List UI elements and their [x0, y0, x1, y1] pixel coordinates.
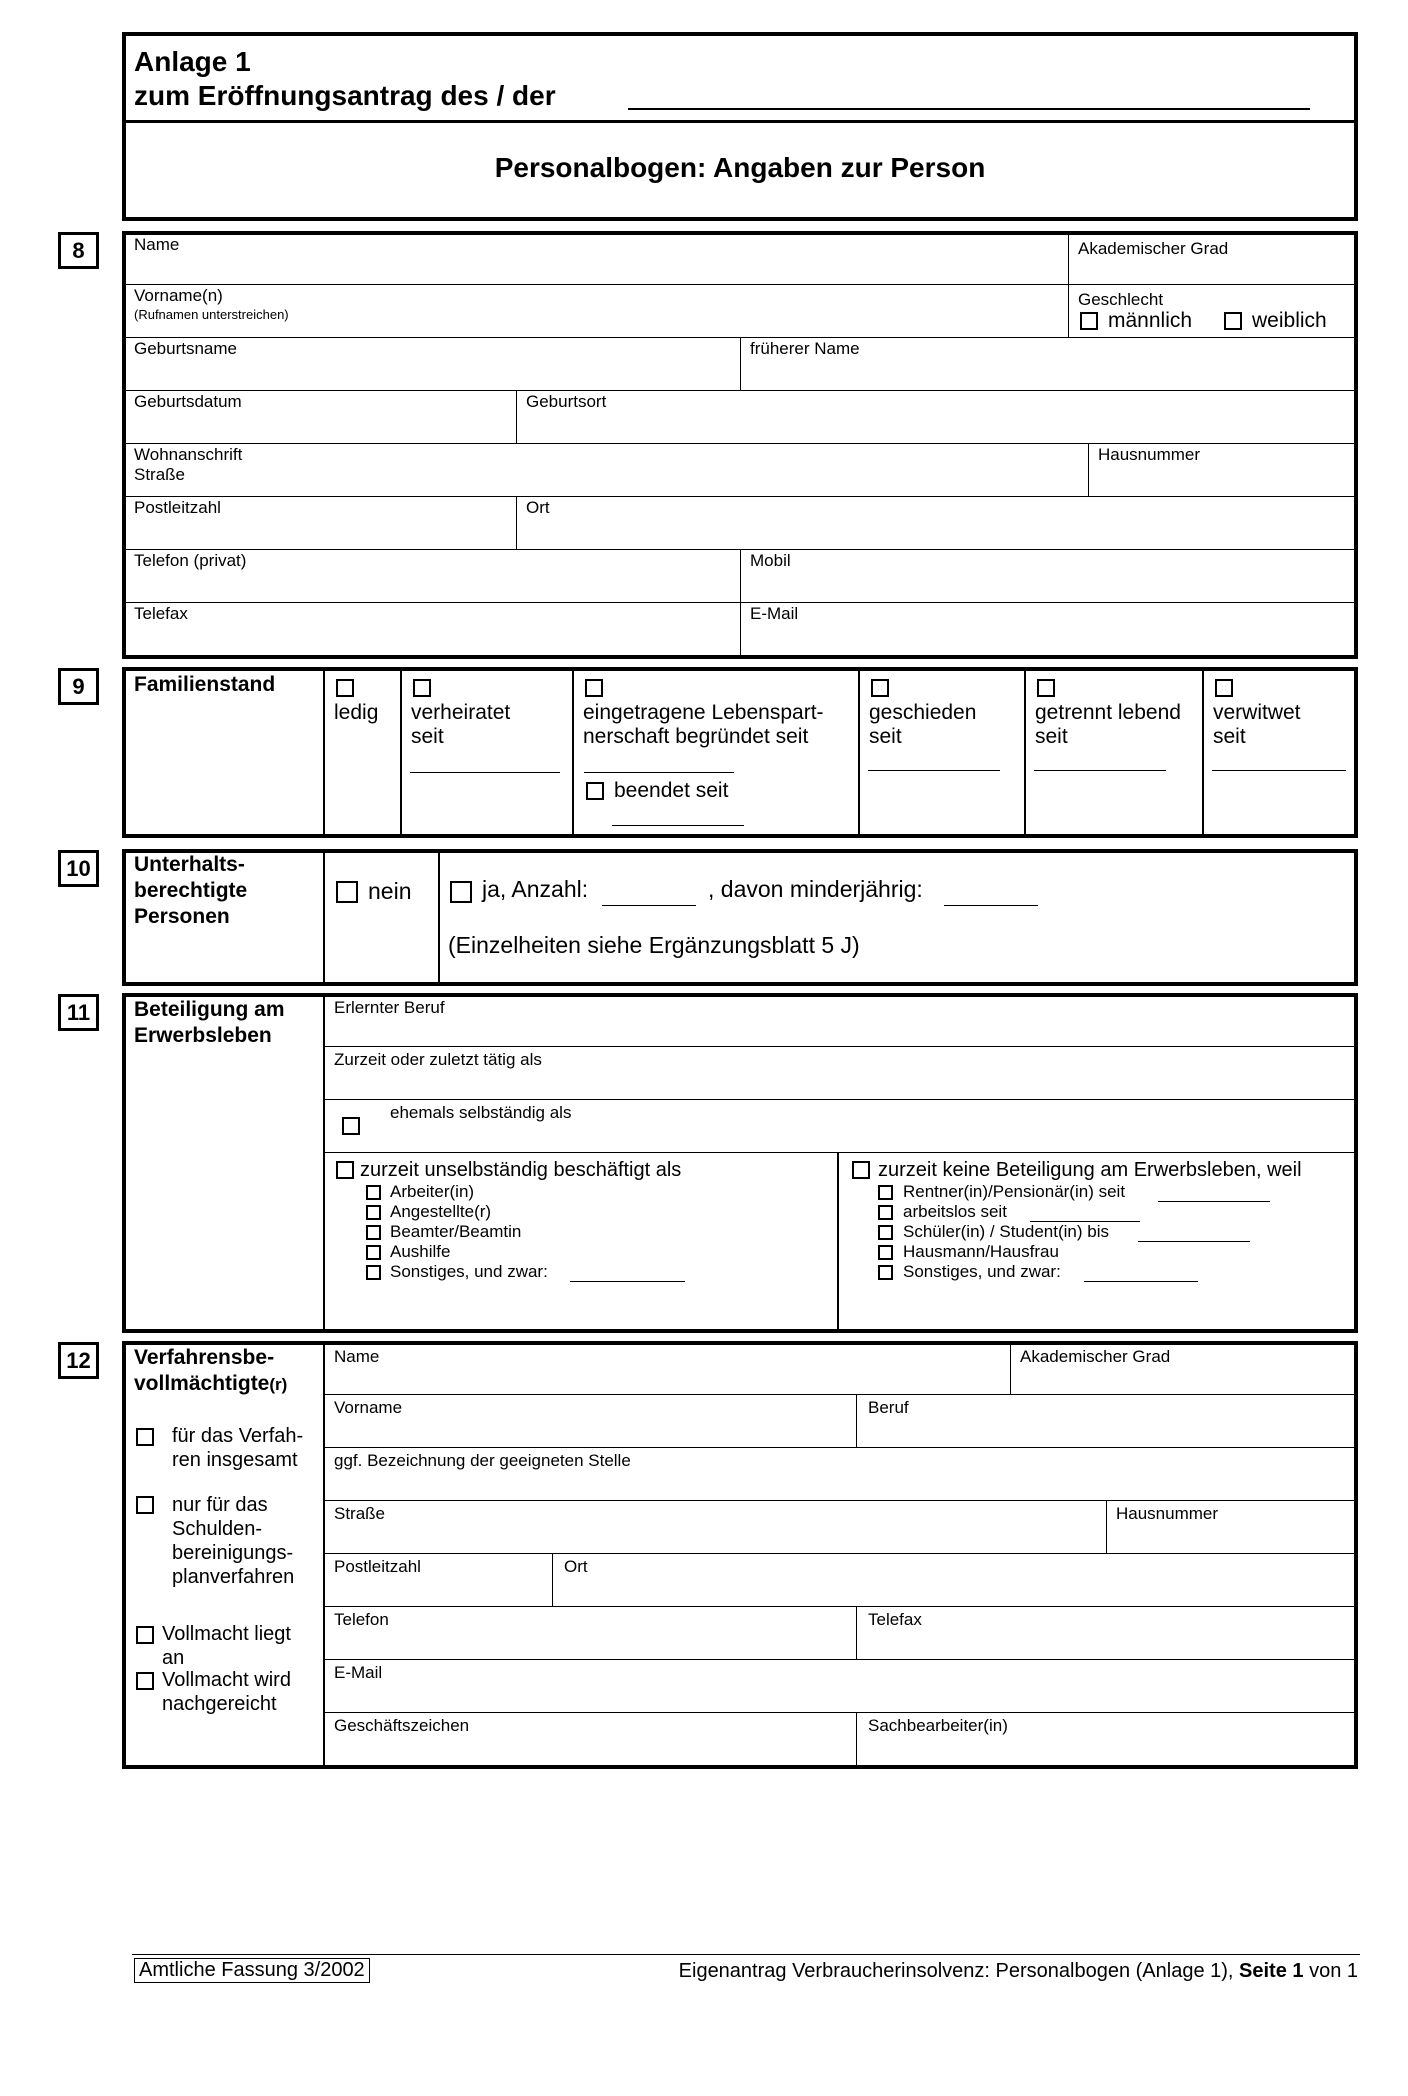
s12-stelle-label: ggf. Bezeichnung der geeigneten Stelle [334, 1451, 631, 1470]
s12-opt1b: ren insgesamt [172, 1449, 298, 1471]
s8-geburtsname-label: Geburtsname [134, 339, 237, 358]
s10-title-2: berechtigte [134, 879, 248, 902]
lp-beendet-date-line[interactable] [612, 825, 744, 826]
verwitwet-date-line[interactable] [1212, 770, 1346, 771]
checkbox-vollmacht-nachgereicht[interactable] [136, 1672, 154, 1690]
s11-keine-label: zurzeit keine Beteiligung am Erwerbsleben, weil [878, 1159, 1302, 1181]
s8-geschlecht-label: Geschlecht [1078, 290, 1164, 309]
checkbox-lebenspartnerschaft[interactable] [585, 679, 603, 697]
s11-left-item-1: Angestellte(r) [390, 1202, 492, 1221]
checkbox-sonstiges-left[interactable] [366, 1265, 381, 1280]
footer-rule [132, 1954, 1360, 1955]
checkbox-unselbstaendig[interactable] [336, 1161, 354, 1179]
s12-akad-label: Akademischer Grad [1020, 1347, 1171, 1366]
s8-telefon-label: Telefon (privat) [134, 551, 247, 570]
checkbox-sonstiges-right[interactable] [878, 1265, 893, 1280]
s12-opt3b: an [162, 1647, 185, 1669]
page-title: Personalbogen: Angaben zur Person [494, 152, 986, 183]
checkbox-getrennt[interactable] [1037, 679, 1055, 697]
s9-ledig: ledig [334, 701, 379, 724]
footer-page-info-b: Seite 1 [1239, 1960, 1304, 1982]
s12-beruf-label: Beruf [868, 1398, 909, 1417]
checkbox-vollmacht-liegt-an[interactable] [136, 1626, 154, 1644]
checkbox-schuldenbereinigung[interactable] [136, 1496, 154, 1514]
s11-title-2: Erwerbsleben [134, 1024, 272, 1047]
s10-title-3: Personen [134, 905, 230, 928]
verheiratet-date-line[interactable] [410, 772, 560, 773]
section-number-10: 10 [58, 850, 99, 887]
section-number-9: 9 [58, 668, 99, 705]
checkbox-lp-beendet[interactable] [586, 782, 604, 800]
header-line2: zum Eröffnungsantrag des / der [134, 80, 556, 111]
checkbox-arbeiter[interactable] [366, 1185, 381, 1200]
checkbox-verwitwet[interactable] [1215, 679, 1233, 697]
s10-ja: ja, Anzahl: [482, 876, 589, 902]
checkbox-ehemals-selbstaendig[interactable] [342, 1117, 360, 1135]
s11-right-item-3: Hausmann/Hausfrau [903, 1242, 1059, 1261]
s8-strasse-label: Straße [134, 465, 186, 484]
s9-verheiratet-seit: seit [411, 725, 444, 748]
s12-hausnummer-label: Hausnummer [1116, 1504, 1219, 1523]
s12-opt4b: nachgereicht [162, 1693, 277, 1715]
s8-email-label: E-Mail [750, 604, 799, 623]
s12-geschaeft-label: Geschäftszeichen [334, 1716, 470, 1735]
checkbox-verheiratet[interactable] [413, 679, 431, 697]
s12-opt2c: bereinigungs- [172, 1542, 294, 1564]
s11-right-item-2: Schüler(in) / Student(in) bis [903, 1222, 1109, 1241]
s11-title-1: Beteiligung am [134, 998, 285, 1021]
s8-mobil-label: Mobil [750, 551, 791, 570]
footer-version: Amtliche Fassung 3/2002 [134, 1958, 370, 1983]
geschieden-date-line[interactable] [868, 770, 1000, 771]
s10-davon: , davon minderjährig: [708, 876, 923, 902]
checkbox-weiblich[interactable] [1224, 312, 1242, 330]
s9-verwitwet-seit: seit [1213, 725, 1246, 748]
s9-verheiratet: verheiratet [411, 701, 511, 724]
sonstiges-left-line[interactable] [570, 1281, 685, 1282]
s12-title-2-suffix: (r) [269, 1375, 288, 1394]
section-number-8: 8 [58, 232, 99, 269]
section-12-box [122, 1341, 1358, 1769]
s8-wohnanschrift-label: Wohnanschrift [134, 445, 243, 464]
s12-vorname-label: Vorname [334, 1398, 403, 1417]
s9-title: Familienstand [134, 673, 276, 696]
header-box [122, 32, 1358, 221]
s11-left-item-3: Aushilfe [390, 1242, 451, 1261]
s12-email-label: E-Mail [334, 1663, 383, 1682]
s11-ehemals-label: ehemals selbständig als [390, 1103, 572, 1122]
s11-left-item-0: Arbeiter(in) [390, 1182, 475, 1201]
section-number-11: 11 [58, 994, 99, 1031]
footer-page-info-c: von 1 [1303, 1960, 1358, 1982]
s9-lp1: eingetragene Lebenspart- [583, 701, 824, 724]
checkbox-angestellte[interactable] [366, 1205, 381, 1220]
s8-telefax-label: Telefax [134, 604, 188, 623]
s9-geschieden-seit: seit [869, 725, 902, 748]
s8-frueherer-label: früherer Name [750, 339, 860, 358]
s8-hausnummer-label: Hausnummer [1098, 445, 1201, 464]
s8-geburtsort-label: Geburtsort [526, 392, 607, 411]
checkbox-verfahren-insgesamt[interactable] [136, 1428, 154, 1446]
s12-opt2b: Schulden- [172, 1518, 263, 1540]
checkbox-beamter[interactable] [366, 1225, 381, 1240]
s8-weiblich-label: weiblich [1252, 309, 1327, 332]
s8-geburtsdatum-label: Geburtsdatum [134, 392, 242, 411]
checkbox-hausmann[interactable] [878, 1245, 893, 1260]
s8-ort-label: Ort [526, 498, 550, 517]
s9-lp2: nerschaft begründet seit [583, 725, 809, 748]
s12-title-2-text: vollmächtigte [134, 1372, 270, 1395]
checkbox-geschieden[interactable] [871, 679, 889, 697]
footer-page-info-a: Eigenantrag Verbraucherinsolvenz: Personalbogen (Anlage 1), [678, 1960, 1240, 1982]
s12-opt3a: Vollmacht liegt [162, 1623, 291, 1645]
checkbox-unterhalt-ja[interactable] [450, 881, 472, 903]
s12-telefax-label: Telefax [868, 1610, 922, 1629]
s11-right-item-0: Rentner(in)/Pensionär(in) seit [903, 1182, 1126, 1201]
s12-strasse-label: Straße [334, 1504, 386, 1523]
s12-ort-label: Ort [564, 1557, 588, 1576]
s12-name-label: Name [334, 1347, 380, 1366]
minderjaehrig-line[interactable] [944, 905, 1038, 906]
s11-left-item-4: Sonstiges, und zwar: [390, 1262, 548, 1281]
s8-vorname-label: Vorname(n) [134, 286, 223, 305]
checkbox-rentner[interactable] [878, 1185, 893, 1200]
s12-plz-label: Postleitzahl [334, 1557, 421, 1576]
lp-date-line[interactable] [584, 772, 734, 773]
s10-title-1: Unterhalts- [134, 853, 245, 876]
header-divider [124, 120, 1356, 123]
s9-beendet: beendet seit [614, 779, 729, 802]
s11-unselb-label: zurzeit unselbständig beschäftigt als [360, 1159, 682, 1181]
footer-page-info [679, 1959, 1358, 1983]
sonstiges-right-line[interactable] [1084, 1281, 1198, 1282]
s12-opt2d: planverfahren [172, 1566, 295, 1588]
section-9-box [122, 667, 1358, 838]
s11-right-item-4: Sonstiges, und zwar: [903, 1262, 1061, 1281]
checkbox-ledig[interactable] [336, 679, 354, 697]
s10-nein: nein [368, 878, 412, 904]
getrennt-date-line[interactable] [1034, 770, 1166, 771]
s11-beruf-label: Erlernter Beruf [334, 998, 445, 1017]
s12-title-2 [134, 1371, 287, 1398]
s8-name-label: Name [134, 235, 180, 254]
s10-details: (Einzelheiten siehe Ergänzungsblatt 5 J) [448, 932, 860, 958]
s11-zurzeit-label: Zurzeit oder zuletzt tätig als [334, 1050, 542, 1069]
s9-getrennt-seit: seit [1035, 725, 1068, 748]
checkbox-schueler[interactable] [878, 1225, 893, 1240]
checkbox-maennlich[interactable] [1080, 312, 1098, 330]
section-number-12: 12 [58, 1342, 99, 1379]
header-line1: Anlage 1 [134, 46, 251, 77]
s12-sachbearbeiter-label: Sachbearbeiter(in) [868, 1716, 1008, 1735]
s8-plz-label: Postleitzahl [134, 498, 221, 517]
checkbox-aushilfe[interactable] [366, 1245, 381, 1260]
checkbox-unterhalt-nein[interactable] [336, 881, 358, 903]
applicant-name-line[interactable] [628, 108, 1310, 110]
anzahl-line[interactable] [602, 905, 696, 906]
section-10-box [122, 849, 1358, 986]
s11-right-item-1: arbeitslos seit [903, 1202, 1007, 1221]
s12-title-1: Verfahrensbe- [134, 1346, 275, 1369]
s9-verwitwet: verwitwet [1213, 701, 1301, 724]
checkbox-keine-beteiligung[interactable] [852, 1161, 870, 1179]
s12-opt4a: Vollmacht wird [162, 1669, 291, 1691]
s12-opt1a: für das Verfah- [172, 1425, 304, 1447]
s9-geschieden: geschieden [869, 701, 977, 724]
s8-maennlich-label: männlich [1108, 309, 1193, 332]
s12-telefon-label: Telefon [334, 1610, 389, 1629]
s9-getrennt: getrennt lebend [1035, 701, 1181, 724]
s8-akad-label: Akademischer Grad [1078, 239, 1229, 258]
rentner-line[interactable] [1158, 1201, 1270, 1202]
s12-opt2a: nur für das [172, 1494, 268, 1516]
schueler-line[interactable] [1138, 1241, 1250, 1242]
s8-vorname-hint: (Rufnamen unterstreichen) [134, 307, 289, 322]
checkbox-arbeitslos[interactable] [878, 1205, 893, 1220]
s11-left-item-2: Beamter/Beamtin [390, 1222, 522, 1241]
